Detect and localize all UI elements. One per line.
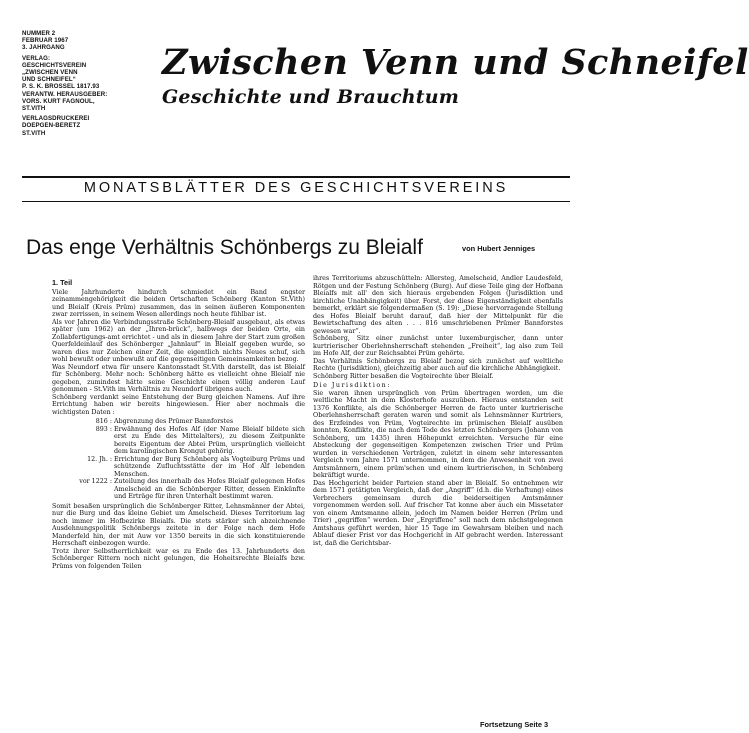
colophon-line: UND SCHNEIFEL“ (22, 76, 76, 84)
colophon-printer (22, 115, 162, 137)
issue-date: FEBRUAR 1967 (22, 37, 69, 45)
paragraph: Schönberg Ritter besaßen die Vogteirechte über Bleialf. (313, 372, 494, 380)
paragraph: Schönberg, Sitz einer zunächst unter luxemburgischer, dann unter kurtrierischer Oberlehnsherrschaft stehenden „Freiheit“, lag also zum Teil im Hofe Alf, der zur Reichsabtei Prüm gehörte. (313, 335, 563, 357)
paragraph: Was Neundorf etwa für unsere Kantonsstadt St.Vith darstellt, das ist Bleialf für Schönberg. Mehr noch: Schönberg hätte es vielleicht ohne Bleialf nie gegeben, zumindest hätte seine Geschichte einen völlig anderen Lauf genommen - St.Vith im Verhältnis zu Neundorf übrigens auch. (52, 363, 305, 393)
masthead (22, 30, 749, 175)
paragraph: Sie waren ihnen ursprünglich von Prüm übertragen worden, um die weltliche Macht in dem Klosterhofe auszuüben. Hieraus entstanden seit 1376 Konflikte, als die Schönberger Herren de facto unter kurtrierische Oberlehnsherrschaft geraten waren und somit als Lehnsmänner Kurtriers, des Erzfeindes von Prüm, Vogteirechte im prümischen Bleialf ausüben konnten, Konflikte, die nach dem Tode des letzten Schönbergers (Johann von Schönberg, um 1435) ihren Höhepunkt erreichten. Versuche für eine Absteckung der gegenseitigen Kompetenzen zwischen Trier und Prüm wurden in verschiedenen Verträgen, zuletzt in einem sehr interessanten Vergleich vom Jahre 1571 unternommen, in dem die Anwesenheit von zwei Amtsmännern, einem prüm'schen und einem kurtrierischen, in Schönberg bekräftigt wurde. (313, 389, 563, 479)
date-text: Abgrenzung des Prümer Bannforstes (114, 418, 234, 425)
publication-subtitle: Geschichte und Brauchtum (162, 86, 460, 108)
issue-number: NUMMER 2 (22, 30, 56, 37)
colophon-issue (22, 30, 162, 52)
publication-title: Zwischen Venn und Schneifel (162, 42, 749, 83)
date-item (52, 478, 305, 501)
colophon-line: ST.VITH (22, 129, 46, 137)
rule-divider (22, 176, 570, 178)
date-year: 893 : (95, 425, 112, 433)
date-year: vor 1222 : (79, 478, 112, 485)
paragraph: Als vor Jahren die Verbindungsstraße Schönberg-Bleialf ausgebaut, als etwas später (um 1962) an der „Ihren-brück“, halbwegs der beiden Orte, ein Zollabfertigungs-amt errichtet - und als in diesem Jahre der Start zum großen Querfeldeinlauf des Schönberger „Jahnlauf“ in Bleialf gegeben wurde, so waren dies nur Zeichen einer Zeit, die eigentlich nichts Neues schuf, sich wohl bewußt oder unbewußt auf die gegenseitigen Gemeinsamkeiten bezog. (52, 318, 305, 363)
paragraph: Schönberg verdankt seine Entstehung der Burg gleichen Namens. Auf ihre Errichtung haben wir bereits hingewiesen. Hier aber nochmals die wichtigsten Daten : (52, 393, 305, 416)
colophon-line: „ZWISCHEN VENN (22, 69, 78, 77)
colophon-line: VERANTW. HERAUSGEBER: (22, 90, 108, 98)
paragraph: Das Verhältnis Schönbergs zu Bleialf bezog sich zunächst auf weltliche Rechte (Jurisdiktion), gleichzeitig aber auch auf die kirchliche Abhängigkeit. (313, 357, 563, 372)
date-text: Errichtung der Burg Schönberg als Vogteiburg Prüms und schützende Zufluchtsstätte der im Hof Alf lebenden Menschen. (114, 455, 305, 478)
date-item (52, 456, 305, 479)
continuation-note: Fortsetzung Seite 3 (480, 720, 549, 729)
date-item (52, 426, 305, 456)
article-column-right (313, 275, 563, 547)
section-heading: 1. Teil (52, 278, 73, 287)
colophon-line: ST.VITH (22, 105, 46, 113)
rule-divider (22, 201, 570, 202)
colophon-line: VERLAGSDRUCKEREI (22, 115, 90, 123)
article-byline: von Hubert Jenniges (462, 244, 536, 253)
colophon-publisher (22, 55, 162, 113)
title-block (162, 44, 749, 108)
date-year: 816 : (95, 418, 112, 425)
colophon-line: GESCHICHTSVEREIN (22, 61, 87, 69)
paragraph: Das Hochgericht beider Parteien stand aber in Bleialf. So entnehmen wir dem 1571 getätigten Vergleich, daß der „Angriff“ (d.h. die Verhaftung) eines Verbrechers gemeinsam durch die beiderseitigen Amtsmänner vorgenommen werden soll. Auf frischer Tat konne aber auch ein Missetater von einem Amtsmanne allein, jedoch im Namen beider Herren (Prüm und Trier) „gegriffen“ werden. Der „Ergriffene“ soll nach dem nächstgelegenen Amtshaus geführt werden, hier 15 Tage im Gewahrsam bleiben und nach Ablauf dieser Frist vor das Hochgericht in Alf gebracht werden. Interessant ist, daß die Gerichtsbar- (313, 479, 563, 547)
colophon-line: VERLAG: (22, 54, 51, 62)
paragraph: Somit besaßen ursprünglich die Schönberger Ritter, Lehnsmänner der Abtei, nur die Burg und das kleine Gebiet um Amelscheid. Dieses Territorium lag noch immer im Hofbezirke Bleialfs. Die stets stärker sich abzeichnende Ausdehnungspolitik Schönbergs zeitete in der Folge nach dem Hofe Manderfeld hin, der mit Auw vor 1350 bereits in die sich konstituierende Herrschaft einbezogen wurde. (52, 502, 305, 547)
date-list (52, 418, 305, 501)
colophon-line: VORS. KURT FAGNOUL, (22, 97, 95, 105)
article-column-left (52, 275, 305, 570)
section-heading: Die Jurisdiktion: (313, 382, 391, 389)
colophon (22, 30, 162, 140)
paragraph: ihres Territoriums abzuschütteln: Allersteg, Amelscheid, Andler Laudesfeld, Rötgen und der Festung Schönberg (Burg). Auf diese Teile ging der Hofbann Bleialfs mit all' den sich hieraus ergebenden Folgen (Jurisdiktion und kirchliche Unabhängigkeit) über. Forst, der diese Eigenständigkeit ebenfalls bemerkt, erklärt sie folgendermaßen (S. 19): „Diese hervorragende Stellung des Hofes Bleialf beruht darauf, daß hier der Mittelpunkt für die Bewirtschaftung des alten . . . 816 umschriebenen Prümer Bannforstes gewesen war“. (313, 275, 563, 335)
paragraph: Trotz ihrer Selbstherrlichkeit war es zu Ende des 13. Jahrhunderts den Schönberger Rittern noch nicht gelungen, die Hoheitsrechte Bleialfs bzw. Prüms von folgenden Teilen (52, 547, 305, 570)
article-title: Das enge Verhältnis Schönbergs zu Bleialf (26, 236, 423, 259)
colophon-line: DOEPGEN-BERETZ (22, 122, 81, 130)
date-text: Erwähnung des Hofes Alf (der Name Bleialf bildete sich erst zu Ende des Mittelalters), zu diesem Zeitpunkte bereits Eigentum der Abtei Prüm, ursprünglich vielleicht dem karolingischen Krongut gehörig. (114, 425, 305, 455)
date-year: 12. Jh. : (87, 455, 112, 463)
section-band: MONATSBLÄTTER DES GESCHICHTSVEREINS (83, 180, 509, 196)
paragraph: Viele Jahrhunderte hindurch schmiedet ein Band engster zeinammengehörigkeit die beiden Ortschaften Schönberg (Kanton St.Vith) und Bleialf (Kreis Prüm) zusammen, das in seinen äußeren Komponenten zwar zerrissen, in seinem Wesen allerdings noch heute fühlbar ist. (52, 288, 305, 318)
date-item (52, 418, 305, 426)
colophon-line: P. S. K. BROSSEL 1817.93 (22, 83, 100, 91)
date-text: Zuteilung des innerhalb des Hofes Bleialf gelegenen Hofes Amelscheid an die Schönberger Ritter, dessen Einkünfte und Erträge für ihren Unterhalt bestimmt waren. (114, 478, 305, 500)
volume: 3. JAHRGANG (22, 44, 65, 52)
